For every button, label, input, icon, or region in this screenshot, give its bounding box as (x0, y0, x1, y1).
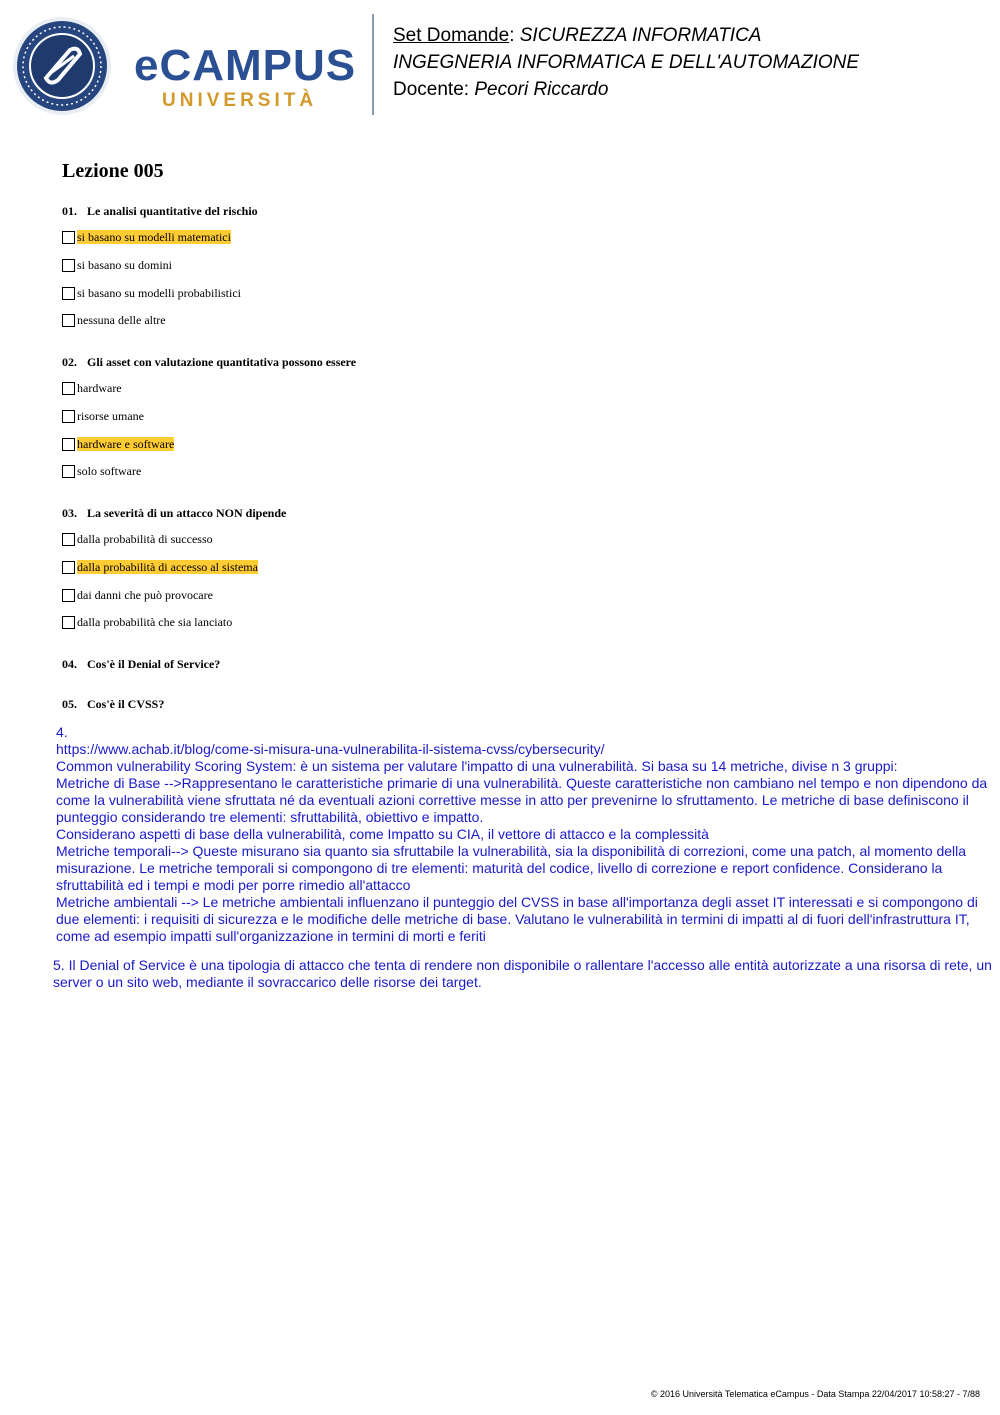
university-seal-icon (12, 16, 112, 116)
teacher-label: Docente: (393, 79, 470, 100)
logo-wordmark: eCAMPUS (134, 41, 357, 90)
question-2 (62, 355, 356, 370)
option-2c[interactable] (62, 436, 174, 452)
option-label: si basano su modelli probabilistici (77, 286, 241, 300)
checkbox[interactable] (62, 410, 75, 423)
answer-paragraph: Metriche ambientali --> Le metriche ambientali influenzano il punteggio del CVSS in base all'importanza degli asset IT interessati e si compongono di due elementi: i requisiti di sicurezza e le modifiche delle metriche di base. Valutano le vulnerabilità in termini di impatti al di fuori dell'infrastruttura IT, come ad esempio impatti sull'organizzazione in termini di morti e feriti (56, 894, 978, 944)
question-3 (62, 506, 286, 521)
checkbox[interactable] (62, 561, 75, 574)
option-1b[interactable] (62, 257, 172, 273)
checkbox[interactable] (62, 314, 75, 327)
header-divider (372, 14, 374, 115)
answer-paragraph: Common vulnerability Scoring System: è un sistema per valutare l'impatto di una vulnerabilità. Si basa su 14 metriche, divise n 3 gruppi: (56, 758, 898, 774)
question-number: 01. (62, 204, 77, 218)
checkbox[interactable] (62, 533, 75, 546)
question-4 (62, 657, 220, 672)
question-number: 04. (62, 657, 77, 671)
option-1a[interactable] (62, 229, 231, 245)
answer-5: 5. Il Denial of Service è una tipologia di attacco che tenta di rendere non disponibile o rallentare l'accesso alle entità autorizzate a una risorsa di rete, un server o un sito web, mediante il sovraccarico delle risorse dei target. (53, 957, 992, 990)
option-3b[interactable] (62, 559, 258, 575)
option-3a[interactable] (62, 531, 213, 547)
option-2a[interactable] (62, 380, 122, 396)
question-text: Gli asset con valutazione quantitativa possono essere (87, 355, 357, 369)
option-2d[interactable] (62, 463, 141, 479)
option-label: dalla probabilità di accesso al sistema (77, 560, 258, 574)
set-title: SICUREZZA INFORMATICA (519, 25, 762, 46)
option-3d[interactable] (62, 614, 232, 630)
option-label: si basano su domini (77, 258, 172, 272)
option-3c[interactable] (62, 587, 213, 603)
answer-paragraph: Metriche di Base -->Rappresentano le caratteristiche primarie di una vulnerabilità. Queste caratteristiche non cambiano nel tempo e non dipendono da come la vulnerabilità viene sfruttata né da eventuali azioni correttive messe in atto per prevenirne lo sfruttamento. Le metriche di base definiscono il punteggio considerando tre elementi: sfruttabilità, obiettivo e impatto. (56, 775, 988, 825)
page-footer: © 2016 Università Telematica eCampus - Data Stampa 22/04/2017 10:58:27 - 7/88 (650, 1389, 980, 1399)
question-5 (62, 697, 164, 712)
answer-number: 4. (56, 724, 68, 740)
question-text: Le analisi quantitative del rischio (87, 204, 258, 218)
checkbox[interactable] (62, 465, 75, 478)
answer-paragraph: Considerano aspetti di base della vulnerabilità, come Impatto su CIA, il vettore di attacco e la complessità (56, 826, 709, 842)
option-1d[interactable] (62, 312, 166, 328)
course-name: INGEGNERIA INFORMATICA E DELL'AUTOMAZIONE (393, 52, 860, 73)
answer-4 (56, 724, 996, 945)
checkbox[interactable] (62, 589, 75, 602)
answer-link[interactable]: https://www.achab.it/blog/come-si-misura-una-vulnerabilita-il-sistema-cvss/cybersecurity/ (56, 741, 605, 757)
option-2b[interactable] (62, 408, 144, 424)
option-label: si basano su modelli matematici (77, 230, 231, 244)
option-label: dalla probabilità che sia lanciato (77, 615, 233, 629)
option-label: dai danni che può provocare (77, 588, 213, 602)
question-number: 05. (62, 697, 77, 711)
checkbox[interactable] (62, 231, 75, 244)
set-label: Set Domande (393, 25, 510, 46)
option-1c[interactable] (62, 285, 241, 301)
option-label: hardware e software (77, 437, 175, 451)
option-label: hardware (77, 381, 122, 395)
checkbox[interactable] (62, 382, 75, 395)
checkbox[interactable] (62, 287, 75, 300)
option-label: solo software (77, 464, 142, 478)
option-label: dalla probabilità di successo (77, 532, 213, 546)
header-info (393, 22, 859, 103)
question-1 (62, 204, 258, 219)
checkbox[interactable] (62, 438, 75, 451)
option-label: risorse umane (77, 409, 144, 423)
course-line (393, 49, 859, 76)
question-text: Cos'è il Denial of Service? (87, 657, 221, 671)
teacher-line (393, 76, 859, 103)
set-line: Set Domande: SICUREZZA INFORMATICA (393, 25, 762, 46)
ecampus-logo (12, 16, 357, 116)
lesson-title: Lezione 005 (62, 160, 164, 182)
checkbox[interactable] (62, 616, 75, 629)
logo-subtitle: UNIVERSITÀ (162, 90, 318, 111)
question-text: La severità di un attacco NON dipende (87, 506, 287, 520)
question-number: 03. (62, 506, 77, 520)
question-number: 02. (62, 355, 77, 369)
teacher-name: Pecori Riccardo (474, 79, 609, 100)
checkbox[interactable] (62, 259, 75, 272)
option-label: nessuna delle altre (77, 313, 166, 327)
answer-paragraph: Metriche temporali--> Queste misurano sia quanto sia sfruttabile la vulnerabilità, sia la disponibilità di correzioni, come una patch, al momento della misurazione. Le metriche temporali si compongono di tre elementi: maturità del codice, livello di correzione e report confidence. Considerano la sfruttabilità ed i tempi e modi per porre rimedio all'attacco (56, 843, 967, 893)
question-text: Cos'è il CVSS? (87, 697, 165, 711)
